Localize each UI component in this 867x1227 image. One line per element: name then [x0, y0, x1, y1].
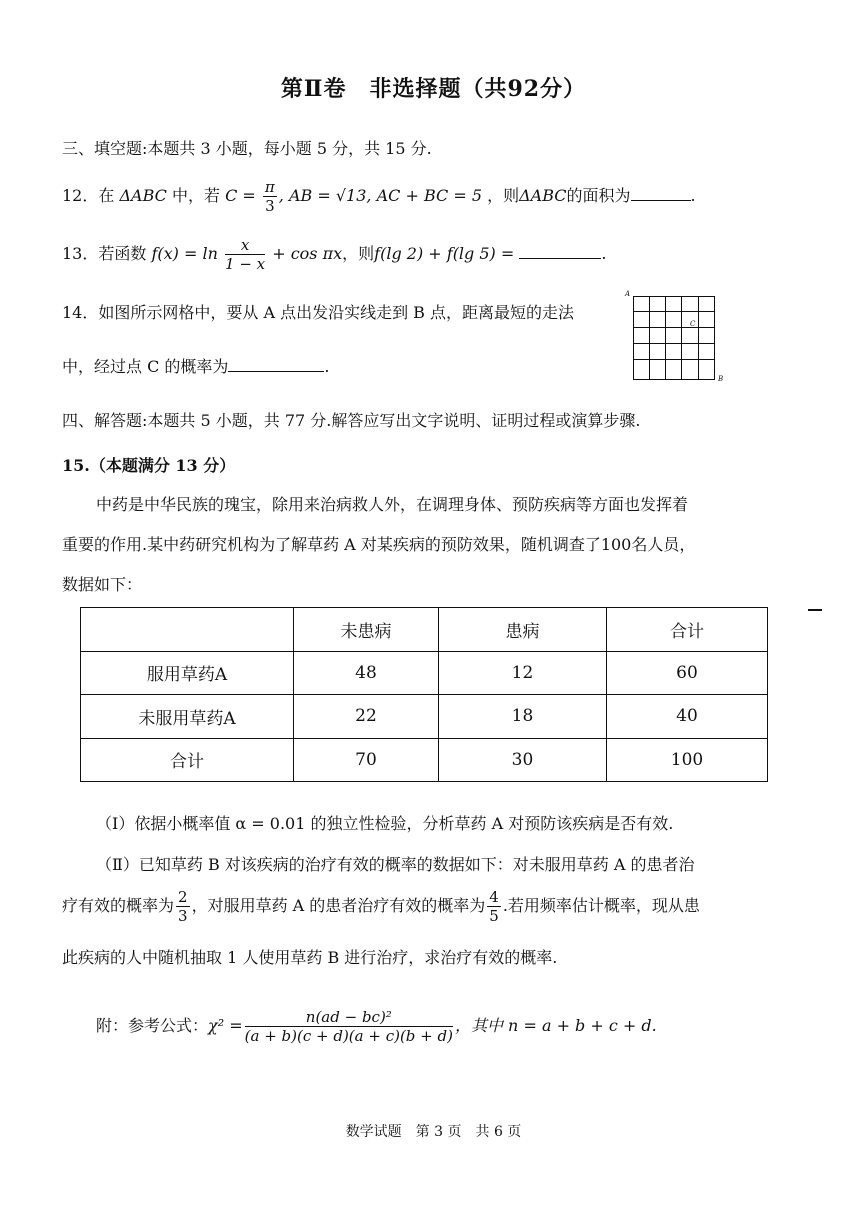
fraction-denominator: 5 — [489, 907, 499, 925]
section4-heading: 四、解答题:本题共 5 小题，共 77 分.解答应写出文字说明、证明过程或演算步骤. — [62, 411, 641, 430]
fraction-denominator: 1 − x — [225, 255, 266, 273]
q12-text-c: ，则 — [487, 186, 520, 205]
grid-line — [633, 343, 715, 344]
q12-conditions: , AB = √13, AC + BC = 5 — [278, 186, 482, 205]
fraction-numerator: x — [225, 236, 265, 255]
grid-line — [698, 296, 699, 380]
table-header-row — [81, 608, 768, 652]
part2-text-b: ，对服用草药 A 的患者治疗有效的概率为 — [191, 896, 486, 915]
fraction-denominator: (a + b)(c + d)(a + c)(b + d) — [244, 1027, 453, 1045]
table-row — [81, 738, 768, 782]
table-row — [81, 651, 768, 695]
page-footer: 数学试题 第 3 页 共 6 页 — [345, 1124, 522, 1140]
table-header-cell: 未患病 — [294, 608, 439, 652]
table-header-cell — [81, 608, 294, 652]
table-cell: 12 — [439, 651, 607, 695]
table-row — [81, 695, 768, 739]
question-13 — [62, 236, 606, 273]
table-header-cell: 患病 — [439, 608, 607, 652]
part2-text-a: 疗有效的概率为 — [62, 896, 175, 915]
q12-text-b: 中，若 — [171, 186, 220, 205]
q12-text-a: 在 — [98, 186, 115, 205]
fraction-denominator: 3 — [178, 907, 188, 925]
q13-expression: f(lg 2) + f(lg 5) = — [374, 244, 515, 263]
q13-end: . — [601, 244, 607, 263]
four-fifths-fraction — [487, 888, 501, 925]
question-15-header: 15.（本题满分 13 分） — [62, 456, 236, 475]
grid-line — [633, 311, 715, 312]
x-over-1-minus-x-fraction — [225, 236, 265, 273]
page-title: 第Ⅱ卷 非选择题（共92分） — [280, 76, 587, 102]
q14-end: . — [324, 357, 330, 376]
table-cell: 100 — [607, 738, 768, 782]
q15-part-2-line-1: （Ⅱ）已知草药 B 对该疾病的治疗有效的概率的数据如下：对未服用草药 A 的患者治 — [96, 855, 695, 874]
answer-blank-14 — [228, 371, 324, 372]
table-cell: 70 — [294, 738, 439, 782]
reference-formula — [96, 1008, 657, 1045]
q12-triangle-2: ΔABC — [519, 186, 567, 205]
q13-text-a: 若函数 — [98, 244, 147, 263]
grid-line — [714, 296, 715, 380]
chi-square-symbol: χ² = — [208, 1016, 243, 1035]
fraction-numerator: 2 — [178, 888, 188, 906]
fraction-denominator: 3 — [265, 197, 275, 215]
formula-label: 附：参考公式： — [96, 1016, 209, 1035]
question-12 — [62, 178, 696, 215]
grid-line — [633, 296, 715, 297]
table-cell: 40 — [607, 695, 768, 739]
table-cell: 60 — [607, 651, 768, 695]
grid-line — [681, 296, 682, 380]
grid-line — [633, 379, 715, 380]
question-14-line-2 — [62, 354, 330, 377]
part2-text-c: .若用频率估计概率，现从患 — [502, 896, 700, 915]
q13-function-def: f(x) = ln — [151, 244, 218, 263]
q13-number: 13． — [62, 244, 99, 263]
point-a-label: A — [625, 290, 631, 298]
q12-triangle-1: ΔABC — [119, 186, 167, 205]
grid-line — [649, 296, 650, 380]
section3-heading: 三、填空题:本题共 3 小题，每小题 5 分，共 15 分. — [62, 139, 432, 158]
two-thirds-fraction — [176, 888, 190, 925]
answer-blank-12 — [631, 200, 691, 201]
q15-part-1: （Ⅰ）依据小概率值 α = 0.01 的独立性检验，分析草药 A 对预防该疾病是否有效. — [96, 814, 674, 833]
answer-blank-13 — [519, 258, 601, 259]
grid-line — [665, 296, 666, 380]
q15-part-2-line-2 — [62, 888, 700, 925]
grid-line — [633, 296, 634, 380]
margin-mark — [808, 609, 822, 611]
q14-text: 中，经过点 C 的概率为 — [62, 357, 229, 376]
formula-tail: ，其中 n = a + b + c + d. — [454, 1016, 657, 1035]
q15-paragraph-3: 数据如下： — [62, 575, 143, 594]
fraction-numerator: π — [264, 178, 275, 196]
point-c-label: C — [690, 320, 696, 328]
q15-paragraph-2: 重要的作用.某中药研究机构为了解草药 A 对某疾病的预防效果，随机调查了100名人员， — [62, 535, 696, 554]
table-cell: 服用草药A — [81, 651, 294, 695]
q15-part-2-line-3: 此疾病的人中随机抽取 1 人使用草药 B 进行治疗，求治疗有效的概率. — [62, 948, 558, 967]
pi-over-3-fraction — [263, 178, 277, 215]
table-cell: 18 — [439, 695, 607, 739]
grid-line — [633, 359, 715, 360]
fraction-numerator: 4 — [489, 888, 499, 906]
table-cell: 48 — [294, 651, 439, 695]
chi-square-fraction — [245, 1008, 453, 1045]
fraction-numerator: n(ad − bc)² — [245, 1008, 453, 1027]
grid-line — [633, 327, 715, 328]
q15-paragraph-1: 中药是中华民族的瑰宝，除用来治病救人外，在调理身体、预防疾病等方面也发挥着 — [96, 495, 689, 514]
table-cell: 未服用草药A — [81, 695, 294, 739]
q13-cos-term: + cos πx — [272, 244, 343, 263]
q13-text-b: ，则 — [342, 244, 375, 263]
q12-c-equals: C = — [225, 186, 256, 205]
table-cell: 30 — [439, 738, 607, 782]
data-table — [80, 607, 768, 782]
grid-figure — [625, 290, 724, 383]
point-b-label: B — [718, 375, 724, 383]
table-cell: 22 — [294, 695, 439, 739]
table-cell: 合计 — [81, 738, 294, 782]
q12-text-d: 的面积为 — [566, 186, 631, 205]
q12-end: . — [690, 186, 696, 205]
question-14-line-1: 14．如图所示网格中，要从 A 点出发沿实线走到 B 点，距离最短的走法 — [62, 303, 575, 322]
q12-number: 12． — [62, 186, 99, 205]
table-header-cell: 合计 — [607, 608, 768, 652]
